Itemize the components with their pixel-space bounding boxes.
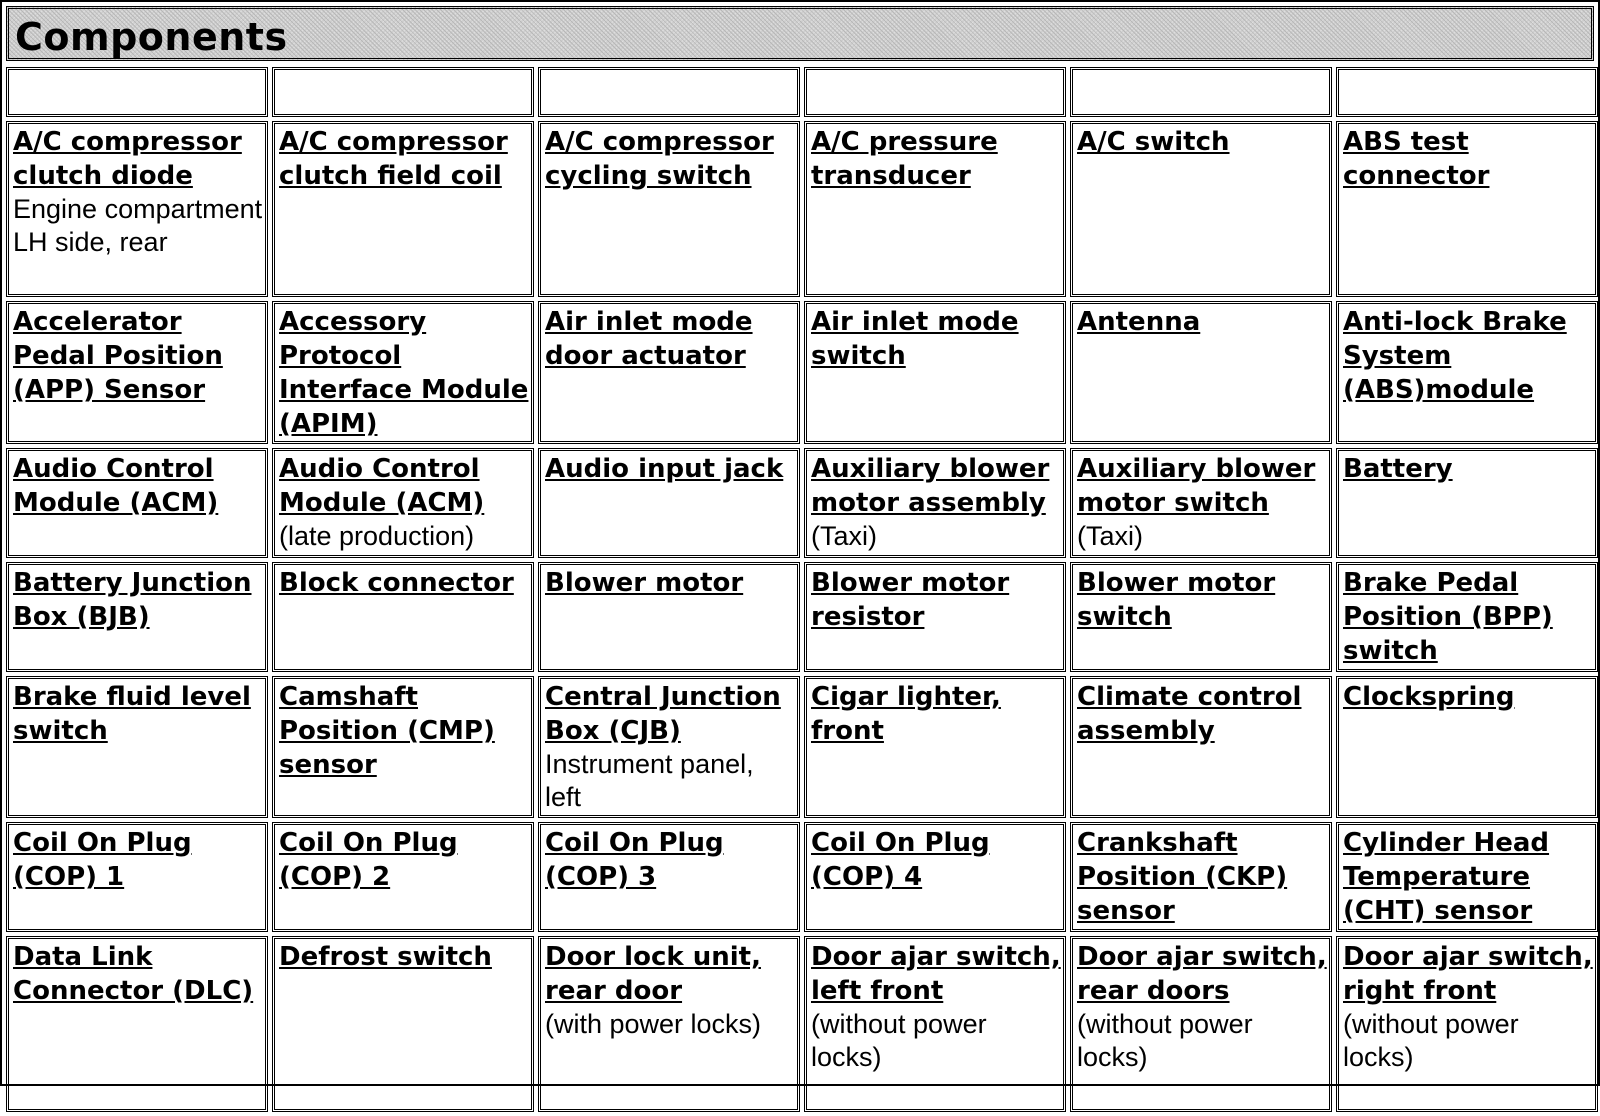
component-cell — [804, 676, 1066, 818]
component-cell — [804, 562, 1066, 672]
component-link[interactable]: Crankshaft Position (CKP) sensor — [1077, 828, 1288, 926]
component-link[interactable]: Brake fluid level switch — [13, 682, 251, 746]
component-cell — [6, 448, 268, 558]
header-cell — [1070, 67, 1332, 117]
component-link[interactable]: Data Link Connector (DLC) — [13, 942, 254, 1006]
component-link[interactable]: Central Junction Box (CJB) — [545, 682, 781, 746]
component-cell — [272, 448, 534, 558]
component-link[interactable]: Camshaft Position (CMP) sensor — [279, 682, 495, 780]
component-link[interactable]: A/C compressor clutch field coil — [279, 127, 508, 191]
header-cell — [538, 67, 800, 117]
component-link[interactable]: Door ajar switch, left front — [811, 942, 1061, 1006]
component-link[interactable]: Cigar lighter, front — [811, 682, 1001, 746]
table-row — [6, 822, 1598, 932]
component-link[interactable]: A/C compressor cycling switch — [545, 127, 774, 191]
component-link[interactable]: Blower motor resistor — [811, 568, 1010, 632]
component-cell — [272, 301, 534, 444]
component-link[interactable]: Defrost switch — [279, 942, 492, 972]
header-cell — [272, 67, 534, 117]
component-cell — [272, 562, 534, 672]
header-cell — [6, 67, 268, 117]
component-cell — [272, 121, 534, 297]
component-link[interactable]: Coil On Plug (COP) 2 — [279, 828, 458, 892]
component-link[interactable]: Auxiliary blower motor assembly — [811, 454, 1050, 518]
component-link[interactable]: Blower motor — [545, 568, 744, 598]
title-bar — [6, 6, 1594, 61]
component-link[interactable]: Coil On Plug (COP) 4 — [811, 828, 990, 892]
component-location-note: (without power locks) — [1077, 1009, 1253, 1072]
component-location-note: Engine compartment LH side, rear — [13, 194, 263, 257]
header-row — [6, 67, 1598, 117]
table-row — [6, 121, 1598, 297]
component-link[interactable]: Door ajar switch, rear doors — [1077, 942, 1327, 1006]
component-location-note: Instrument panel, left — [545, 749, 754, 812]
component-cell — [6, 676, 268, 818]
component-cell — [1070, 562, 1332, 672]
table-row — [6, 448, 1598, 558]
component-cell — [1070, 121, 1332, 297]
component-link[interactable]: A/C switch — [1077, 127, 1230, 157]
header-cell — [804, 67, 1066, 117]
component-cell — [538, 301, 800, 444]
component-cell — [538, 676, 800, 818]
component-link[interactable]: Air inlet mode door actuator — [545, 307, 753, 371]
component-cell — [6, 301, 268, 444]
component-link[interactable]: Accessory Protocol Interface Module (APIM) — [279, 307, 529, 439]
table-row — [6, 562, 1598, 672]
component-location-note: (late production) — [279, 521, 475, 551]
component-link[interactable]: Door ajar switch, right front — [1343, 942, 1593, 1006]
component-cell — [1336, 676, 1598, 818]
component-location-note: (Taxi) — [811, 521, 877, 551]
component-cell — [1336, 121, 1598, 297]
component-location-note: (with power locks) — [545, 1009, 762, 1039]
component-cell — [538, 121, 800, 297]
component-cell — [1336, 562, 1598, 672]
component-link[interactable]: Door lock unit, rear door — [545, 942, 761, 1006]
component-cell — [1336, 448, 1598, 558]
component-cell — [1070, 676, 1332, 818]
component-link[interactable]: Clockspring — [1343, 682, 1515, 712]
component-link[interactable]: Brake Pedal Position (BPP) switch — [1343, 568, 1553, 666]
component-cell — [1070, 448, 1332, 558]
component-link[interactable]: ABS test connector — [1343, 127, 1490, 191]
components-grid — [2, 63, 1600, 1116]
component-link[interactable]: Audio Control Module (ACM) — [279, 454, 485, 518]
component-cell — [1070, 822, 1332, 932]
table-row — [6, 676, 1598, 818]
component-link[interactable]: Audio input jack — [545, 454, 784, 484]
component-cell — [804, 448, 1066, 558]
component-cell — [804, 822, 1066, 932]
component-cell — [272, 822, 534, 932]
component-link[interactable]: Antenna — [1077, 307, 1201, 337]
component-cell — [272, 676, 534, 818]
component-link[interactable]: A/C compressor clutch diode — [13, 127, 242, 191]
page-title: Components — [15, 15, 288, 59]
component-cell — [6, 822, 268, 932]
component-location-note: (Taxi) — [1077, 521, 1143, 551]
component-link[interactable]: Accelerator Pedal Position (APP) Sensor — [13, 307, 223, 405]
component-cell — [6, 562, 268, 672]
component-location-note: (without power locks) — [811, 1009, 987, 1072]
component-link[interactable]: Blower motor switch — [1077, 568, 1276, 632]
component-link[interactable]: Cylinder Head Temperature (CHT) sensor — [1343, 828, 1550, 926]
table-row — [6, 301, 1598, 444]
component-cell — [1336, 301, 1598, 444]
component-link[interactable]: Block connector — [279, 568, 514, 598]
component-cell — [6, 121, 268, 297]
component-link[interactable]: Air inlet mode switch — [811, 307, 1019, 371]
component-link[interactable]: Battery — [1343, 454, 1453, 484]
header-cell — [1336, 67, 1598, 117]
component-cell — [538, 448, 800, 558]
component-cell — [538, 562, 800, 672]
component-link[interactable]: Coil On Plug (COP) 1 — [13, 828, 192, 892]
component-cell — [1336, 822, 1598, 932]
component-link[interactable]: Audio Control Module (ACM) — [13, 454, 219, 518]
component-cell — [804, 301, 1066, 444]
component-link[interactable]: Auxiliary blower motor switch — [1077, 454, 1316, 518]
component-link[interactable]: A/C pressure transducer — [811, 127, 998, 191]
component-location-note: (without power locks) — [1343, 1009, 1519, 1072]
component-cell — [1070, 301, 1332, 444]
component-cell — [538, 822, 800, 932]
component-cell — [804, 121, 1066, 297]
component-link[interactable]: Coil On Plug (COP) 3 — [545, 828, 724, 892]
component-link[interactable]: Climate control assembly — [1077, 682, 1302, 746]
component-link[interactable]: Battery Junction Box (BJB) — [13, 568, 252, 632]
component-link[interactable]: Anti-lock Brake System (ABS)module — [1343, 307, 1567, 405]
